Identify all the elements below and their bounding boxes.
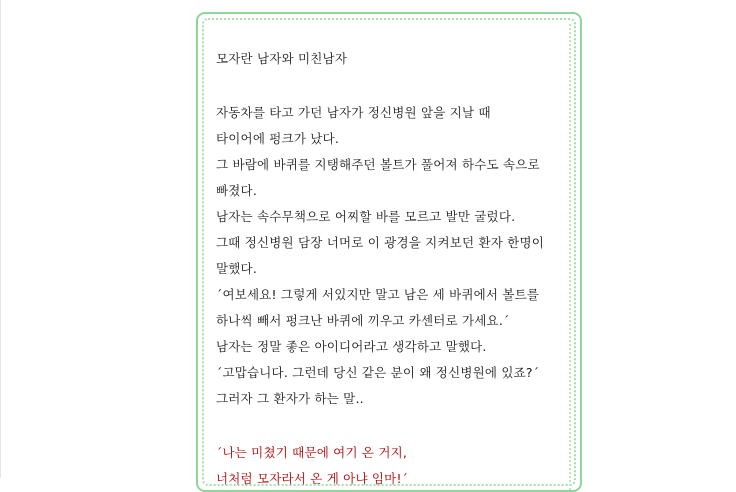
- body-line: 그 바람에 바퀴를 지탱해주던 볼트가 풀어져 하수도 속으로: [216, 157, 540, 172]
- body-line: ´여보세요! 그렇게 서있지만 말고 남은 세 바퀴에서 볼트를: [216, 287, 540, 302]
- body-line: ´고맙습니다. 그런데 당신 같은 분이 왜 정신병원에 있죠?´: [216, 365, 540, 380]
- spacer: [216, 412, 566, 440]
- spacer: [216, 72, 566, 100]
- body-line: 그때 정신병원 담장 너머로 이 광경을 지켜보던 환자 한명이: [216, 235, 544, 250]
- body-line: 타이어에 펑크가 났다.: [216, 131, 339, 146]
- body-line: 하나씩 빼서 펑크난 바퀴에 끼우고 카센터로 가세요.´: [216, 313, 510, 328]
- body-line: 자동차를 타고 가던 남자가 정신병원 앞을 지날 때: [216, 105, 491, 120]
- body-line: 남자는 정말 좋은 아이디어라고 생각하고 말했다.: [216, 339, 487, 354]
- body-line: 남자는 속수무책으로 어찌할 바를 모르고 발만 굴렀다.: [216, 209, 516, 224]
- punchline-line: 너처럼 모자라서 온 게 아냐 임마!´: [216, 471, 409, 486]
- body-line: 말했다.: [216, 261, 257, 276]
- post-content: [216, 46, 566, 492]
- card-side-dots: [569, 24, 571, 490]
- post-card: [196, 12, 582, 492]
- body-line: 그러자 그 환자가 하는 말..: [216, 391, 364, 406]
- left-divider: [0, 0, 1, 478]
- post-title: 모자란 남자와 미친남자: [216, 51, 348, 66]
- body-line: 빠졌다.: [216, 183, 257, 198]
- punchline-line: ´나는 미쳤기 때문에 여기 온 거지,: [216, 445, 408, 460]
